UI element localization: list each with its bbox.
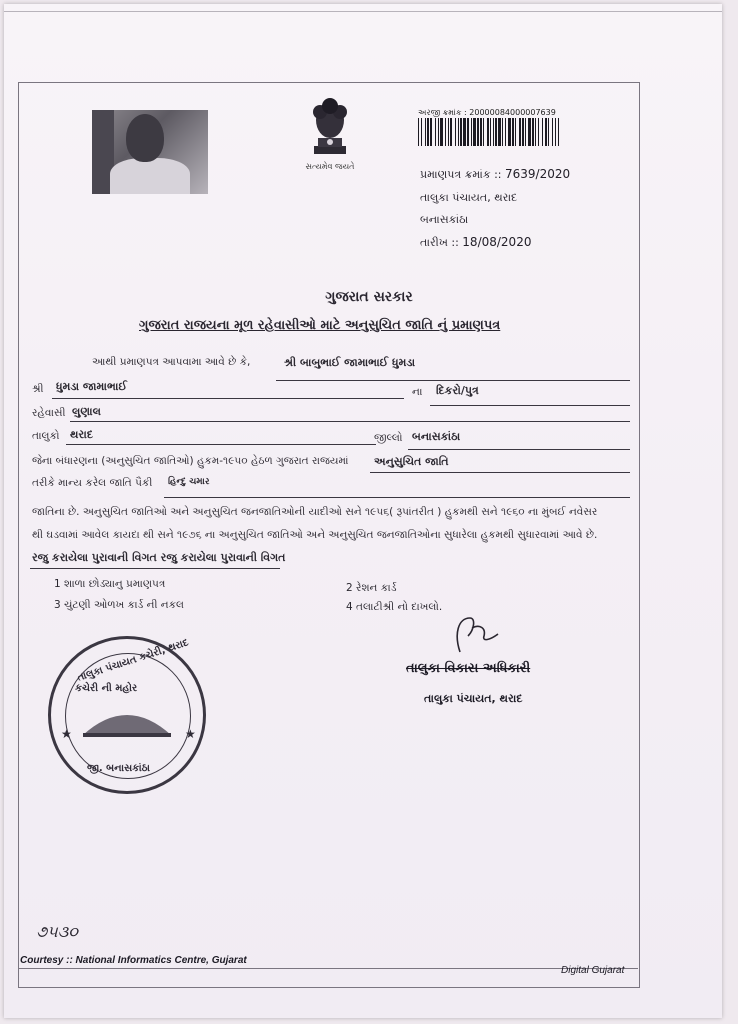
barcode	[418, 118, 560, 146]
taluka: થરાદ	[70, 428, 93, 441]
signatory-title: તાલુકા વિકાસ અધિકારી	[406, 661, 531, 676]
footer-brand: Digital Gujarat	[561, 965, 625, 976]
footer-courtesy: Courtesy :: National Informatics Centre, Gujarat	[20, 955, 247, 966]
certificate-number-label: પ્રમાણપત્ર ક્રમાંક	[420, 168, 491, 181]
category: અનુસુચિત જાતિ	[374, 455, 449, 468]
office-seal	[48, 636, 206, 794]
document-subtitle: ગુજરાત રાજયના મૂળ રહેવાસીઓ માટે અનુસુચિત જાતિ નું પ્રમાણપત્ર	[139, 318, 501, 333]
resident-label: રહેવાસી	[32, 407, 66, 419]
seal-emblem-icon	[81, 701, 173, 739]
seal-center-text: કચેરી ની મહોર	[75, 683, 138, 694]
village: લુણાલ	[72, 405, 101, 418]
seal-top-text: તાલુકા પંચાયત કચેરી, થરાદ	[76, 637, 190, 684]
order-text: જેના બંધારણના (અનુસુચિત જાતિઓ) હુકમ-૧૯૫૦ હેઠળ ગુજરાત રાજયમાં	[32, 455, 349, 467]
issue-date-sep: ::	[451, 236, 459, 249]
seal-bottom-text: જી. બનાસકાંઠા	[87, 763, 150, 774]
document-item: 1 શાળા છોડ્યાનુ પ્રમાણપત્ર	[54, 578, 166, 590]
issuing-office: તાલુકા પંચાયત, થરાદ	[420, 191, 518, 204]
applicant-photo	[92, 110, 208, 194]
certificate-number-row	[420, 167, 570, 182]
issuing-district: બનાસકાંઠા	[420, 213, 469, 226]
intro-text: આથી પ્રમાણપત્ર આપવામા આવે છે કે,	[92, 356, 251, 368]
evidence-heading: રજુ કરાયેલા પુરાવાની વિગત રજુ કરાયેલા પુરાવાની વિગત	[32, 551, 286, 564]
caste: હિન્દુ ચમાર	[168, 477, 210, 487]
footer-rule	[18, 968, 638, 969]
handwritten-note: ૭૫૩૦	[36, 922, 78, 941]
top-rule	[4, 11, 722, 12]
person-name: શ્રી બાબુભાઈ જામાભાઈ ધુમડા	[284, 356, 416, 369]
father-name: ધુમડા જામાભાઈ	[56, 380, 127, 393]
national-emblem-icon	[302, 90, 358, 160]
caste-label: તરીકે માન્ય કરેલ જાતિ પૈકી	[32, 477, 153, 489]
issue-date-label: તારીખ	[420, 236, 448, 249]
application-number: અરજી ક્રમાંક : 20000084000007639	[418, 108, 556, 117]
certificate-number-sep: ::	[494, 168, 502, 181]
document-item: 3 ચુંટણી ઓળખ કાર્ડ ની નકલ	[54, 599, 184, 611]
issue-date: 18/08/2020	[462, 235, 532, 249]
document-item: 2 રેશન કાર્ડ	[346, 582, 397, 594]
taluka-label: તાલુકો	[32, 430, 60, 442]
certificate-number: 7639/2020	[505, 167, 571, 181]
paragraph-line-2: થી ઘડવામાં આવેલ કાયદા થી સને ૧૯૭૬ ના અનુસુચિત જાતિઓ અને અનુસુચિત જનજાતિઓના સુધારેલા હુકમથી સુધારવામાં આવે છે.	[32, 529, 598, 541]
signatory-office: તાલુકા પંચાયત, થરાદ	[424, 692, 523, 705]
na-label: ના	[412, 386, 423, 398]
district: બનાસકાંઠા	[412, 430, 461, 443]
shri-label: શ્રી	[32, 383, 44, 395]
issue-date-row	[420, 235, 531, 250]
document-item: 4 તલાટીશ્રી નો દાખલો.	[346, 601, 443, 613]
document-title: ગુજરાત સરકાર	[325, 289, 413, 305]
district-label: જીલ્લો	[374, 432, 403, 444]
seal-star-icon: ★	[185, 727, 196, 741]
paragraph-line-1: જાતિના છે. અનુસુચિત જાતિઓ અને અનુસુચિત જનજાતિઓની યાદીઓ સને ૧૯૫૬( રૂપાંતરીત ) હુકમથી સને ૧૯૬૦ ના મુંબઈ નવેસર	[32, 506, 598, 518]
emblem-motto: સત્યમેવ જયતે	[305, 162, 355, 171]
seal-star-icon: ★	[61, 727, 72, 741]
relation: દિકરો/પુત્ર	[436, 384, 479, 397]
officer-signature	[446, 614, 516, 654]
